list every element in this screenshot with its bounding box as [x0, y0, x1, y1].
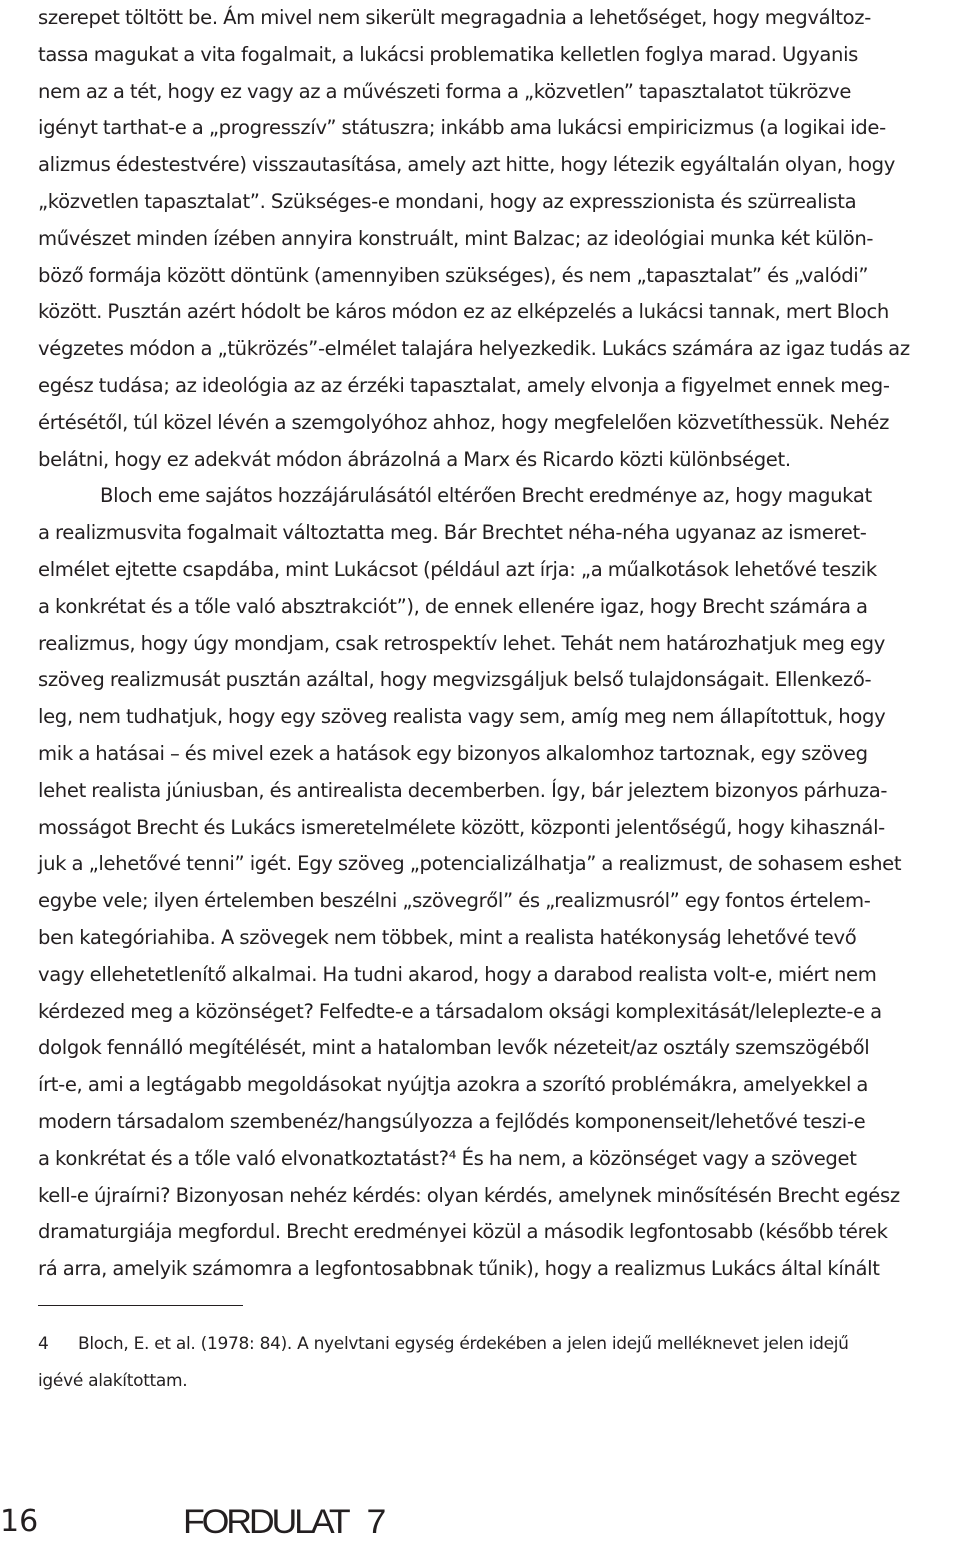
paragraph-first-line: Bloch eme sajátos hozzájárulásától eltérően Brecht eredménye az, hogy magukat — [100, 484, 872, 508]
text-line: lehet realista júniusban, és antirealista decemberben. Így, bár jeleztem bizonyos párhuza- — [38, 778, 888, 802]
journal-name: FORDULAT — [183, 1503, 348, 1541]
text-line: művészet minden ízében annyira konstruált, mint Balzac; az ideológiai munka két külön- — [38, 226, 874, 250]
text-line: „közvetlen tapasztalat”. Szükséges-e mondani, hogy az expresszionista és szürrealista — [38, 189, 857, 213]
text-line: kérdezed meg a közönséget? Felfedte-e a társadalom oksági komplexitását/leleplezte-e a — [38, 999, 882, 1023]
text-line: juk a „lehetővé tenni” igét. Egy szöveg „potencializálhatja” a realizmust, de sohasem eshet — [38, 852, 902, 876]
issue-number: 7 — [366, 1503, 387, 1541]
text-line: dramaturgiája megfordul. Brecht eredményei közül a második legfontosabb (később térek — [38, 1220, 888, 1244]
text-line: modern társadalom szembenéz/hangsúlyozza a fejlődés komponenseit/lehetővé teszi-e — [38, 1109, 866, 1133]
text-line: elmélet ejtette csapdába, mint Lukácsot (például azt írja: „a műalkotások lehetővé teszik — [38, 557, 877, 581]
text-line: értésétől, túl közel lévén a szemgolyóhoz ahhoz, hogy megfelelően közvetíthessük. Nehéz — [38, 410, 890, 434]
text-line: vagy ellehetetlenítő alkalmai. Ha tudni akarod, hogy a darabod realista volt-e, miért nem — [38, 962, 877, 986]
text-line: a realizmusvita fogalmait változtatta meg. Bár Brechtet néha-néha ugyanaz az ismeret- — [38, 521, 867, 545]
text-line: rá arra, amelyik számomra a legfontosabbnak tűnik), hogy a realizmus Lukács által kínált — [38, 1257, 880, 1281]
text-line: leg, nem tudhatjuk, hogy egy szöveg realista vagy sem, amíg meg nem állapítottuk, hogy — [38, 705, 886, 729]
text-line: böző formája között döntünk (amennyiben szükséges), és nem „tapasztalat” és „valódi” — [38, 263, 869, 287]
text-line: a konkrétat és a tőle való absztrakciót”), de ennek ellenére igaz, hogy Brecht számára a — [38, 594, 868, 618]
text-line: tassa magukat a vita fogalmait, a lukácsi problematika kelletlen foglya marad. Ugyanis — [38, 42, 859, 66]
text-line: szöveg realizmusát pusztán azáltal, hogy megvizsgáljuk belső tulajdonságait. Ellenkező- — [38, 668, 872, 692]
footnote-divider — [38, 1305, 243, 1306]
text-line: dolgok fennálló megítélését, mint a hatalomban levők nézeteit/az osztály szemszögéből — [38, 1036, 870, 1060]
text-line: alizmus édestestvére) visszautasítása, amely azt hitte, hogy létezik egyáltalán olyan, hogy — [38, 153, 895, 177]
footnote-line — [38, 1326, 948, 1363]
text-line: mik a hatásai – és mivel ezek a hatások egy bizonyos alkalomhoz tartoznak, egy szöveg — [38, 741, 868, 765]
journal-logo — [183, 1505, 386, 1539]
text-line: végzetes módon a „tükrözés”-elmélet talajára helyezkedik. Lukács számára az igaz tudás az — [38, 337, 910, 361]
text-line: között. Pusztán azért hódolt be káros módon ez az elképzelés a lukácsi tannak, mert Bloch — [38, 300, 889, 324]
footnote-number: 4 — [38, 1334, 49, 1354]
text-line: mosságot Brecht és Lukács ismeretelmélete között, központi jelentőségű, hogy kihasznál- — [38, 815, 885, 839]
footnote-text: Bloch, E. et al. (1978: 84). A nyelvtani egység érdekében a jelen idejű melléknevet jelen idejű — [78, 1334, 849, 1354]
body-text — [38, 0, 958, 1288]
text-line: kell-e újraírni? Bizonyosan nehéz kérdés: olyan kérdés, amelynek minősítésén Brecht egész — [38, 1183, 900, 1207]
text-line: ben kategóriahiba. A szövegek nem többek, mint a realista hatékonyság lehetővé tevő — [38, 925, 857, 949]
text-line: írt-e, ami a legtágabb megoldásokat nyújtja azokra a szorító problémákra, amelyekkel a — [38, 1073, 869, 1097]
text-line: a konkrétat és a tőle való elvonatkoztatást?⁴ És ha nem, a közönséget vagy a szöveget — [38, 1146, 857, 1170]
footnote-line — [38, 1363, 948, 1400]
text-line: igényt tarthat-e a „progresszív” státuszra; inkább ama lukácsi empiricizmus (a logikai ide- — [38, 116, 886, 140]
page-number: 16 — [0, 1504, 39, 1539]
text-line: egybe vele; ilyen értelemben beszélni „szövegről” és „realizmusról” egy fontos értelem- — [38, 889, 871, 913]
text-line: belátni, hogy ez adekvát módon ábrázolná a Marx és Ricardo közti különbséget. — [38, 447, 791, 471]
text-line: realizmus, hogy úgy mondjam, csak retrospektív lehet. Tehát nem határozhatjuk meg egy — [38, 631, 885, 655]
footnote-text-continued: igévé alakítottam. — [38, 1371, 188, 1391]
text-line: nem az a tét, hogy ez vagy az a művészeti forma a „közvetlen” tapasztalatot tükrözve — [38, 79, 852, 103]
footnote — [38, 1326, 948, 1400]
text-line: egész tudása; az ideológia az az érzéki tapasztalat, amely elvonja a figyelmet ennek meg- — [38, 373, 890, 397]
text-line: szerepet töltött be. Ám mivel nem sikerült megragadnia a lehetőséget, hogy megváltoz- — [38, 6, 871, 29]
